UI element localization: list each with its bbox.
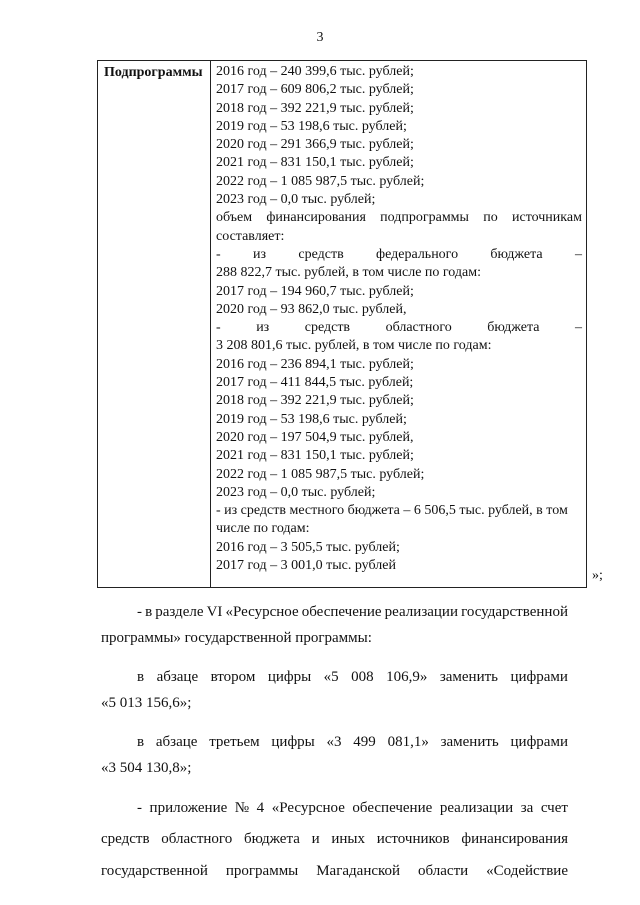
- word: государственной: [461, 604, 568, 620]
- word: из: [256, 320, 270, 336]
- list-line: 2020 год – 93 862,0 тыс. рублей,: [216, 301, 407, 317]
- word: -: [216, 246, 221, 262]
- word: обеспечение: [301, 604, 382, 620]
- word: в: [137, 734, 145, 751]
- word: цифры: [271, 734, 315, 751]
- funding-by-year-list: [216, 63, 582, 209]
- word: финансирования: [266, 210, 366, 226]
- list-line: 2023 год – 0,0 тыс. рублей;: [216, 484, 376, 500]
- list-line: 2016 год – 236 894,1 тыс. рублей;: [216, 356, 414, 372]
- regional-budget-total: 3 208 801,6 тыс. рублей, в том числе по годам:: [216, 338, 492, 354]
- word: обеспечение: [352, 799, 433, 816]
- body-text: [101, 600, 568, 884]
- word: цифрами: [510, 734, 568, 751]
- word: областного: [385, 320, 452, 336]
- paragraph-line: [101, 600, 568, 626]
- word: за: [520, 799, 534, 816]
- word: бюджета: [490, 246, 543, 262]
- word: 4: [256, 799, 265, 816]
- word: иных: [331, 831, 366, 848]
- word: третьем: [209, 734, 260, 751]
- table-label-cell: Подпрограммы: [98, 61, 211, 587]
- paragraph-second-abzac: [101, 665, 568, 716]
- paragraph-line: [101, 730, 568, 756]
- word: разделе: [155, 604, 204, 620]
- list-line: 2019 год – 53 198,6 тыс. рублей;: [216, 118, 407, 134]
- paragraph-line: [101, 665, 568, 691]
- word: подпрограммы: [380, 210, 469, 226]
- paragraph-line: «5 013 156,6»;: [101, 694, 192, 711]
- word: по: [483, 210, 498, 226]
- word: бюджета: [487, 320, 540, 336]
- federal-budget-total: 288 822,7 тыс. рублей, в том числе по годам:: [216, 265, 481, 281]
- word: «Ресурсное: [225, 604, 299, 620]
- word: области: [418, 862, 469, 879]
- word: абзаце: [156, 669, 199, 686]
- word: в: [137, 669, 145, 686]
- paragraph-section-vi: [101, 600, 568, 651]
- paragraph-line: программы» государственной программы:: [101, 629, 372, 646]
- word: заменить: [440, 734, 499, 751]
- word: –: [574, 246, 582, 262]
- word: федерального: [376, 246, 459, 262]
- word: №: [234, 799, 250, 816]
- word: бюджета: [243, 831, 300, 848]
- federal-budget-line: [216, 246, 582, 264]
- local-budget-line: - из средств местного бюджета – 6 506,5 тыс. рублей, в том: [216, 503, 568, 519]
- list-line: 2022 год – 1 085 987,5 тыс. рублей;: [216, 466, 425, 482]
- word: источникам: [511, 210, 582, 226]
- word: 008: [351, 669, 374, 686]
- word: в: [145, 604, 153, 620]
- word: из: [253, 246, 267, 262]
- word: средств: [298, 246, 344, 262]
- word: реализации: [439, 799, 514, 816]
- word: цифрами: [510, 669, 568, 686]
- word: Магаданской: [316, 862, 401, 879]
- volume-line-continued: составляет:: [216, 228, 285, 244]
- word: «Ресурсное: [271, 799, 345, 816]
- word: реализации: [384, 604, 458, 620]
- list-line: 2020 год – 291 366,9 тыс. рублей;: [216, 137, 414, 153]
- word: -: [137, 604, 142, 620]
- federal-budget-years: [216, 283, 582, 320]
- word: втором: [210, 669, 256, 686]
- list-line: 2016 год – 240 399,6 тыс. рублей;: [216, 64, 414, 79]
- list-line: 2017 год – 3 001,0 тыс. рублей: [216, 558, 396, 574]
- word: –: [575, 320, 582, 336]
- word: 499: [353, 734, 376, 751]
- word: «Содействие: [486, 862, 568, 879]
- word: -: [137, 799, 142, 816]
- list-line: 2018 год – 392 221,9 тыс. рублей;: [216, 100, 414, 116]
- page-number: 3: [316, 30, 324, 45]
- word: абзаце: [155, 734, 198, 751]
- list-line: 2017 год – 609 806,2 тыс. рублей;: [216, 82, 414, 98]
- word: «3: [326, 734, 342, 751]
- list-line: 2021 год – 831 150,1 тыс. рублей;: [216, 448, 414, 464]
- word: заменить: [439, 669, 499, 686]
- list-line: 2018 год – 392 221,9 тыс. рублей;: [216, 393, 414, 409]
- word: средств: [101, 831, 150, 848]
- word: финансирования: [461, 831, 568, 848]
- volume-line: [216, 209, 582, 227]
- word: цифры: [267, 669, 312, 686]
- word: программы: [225, 862, 299, 879]
- paragraph-line: [101, 859, 568, 885]
- word: государственной: [101, 862, 208, 879]
- word: объем: [216, 210, 253, 226]
- list-line: 2020 год – 197 504,9 тыс. рублей,: [216, 429, 414, 445]
- program-table: [97, 60, 587, 588]
- paragraph-line: «3 504 130,8»;: [101, 759, 192, 776]
- paragraph-appendix-4: [101, 796, 568, 885]
- paragraph-third-abzac: [101, 730, 568, 781]
- word: областного: [161, 831, 233, 848]
- closing-quote: »;: [592, 568, 603, 583]
- table-content-cell: [216, 63, 582, 575]
- list-line: 2016 год – 3 505,5 тыс. рублей;: [216, 539, 400, 555]
- regional-budget-line: [216, 319, 582, 337]
- word: источников: [376, 831, 450, 848]
- word: и: [311, 831, 320, 848]
- list-line: 2022 год – 1 085 987,5 тыс. рублей;: [216, 173, 425, 189]
- local-budget-line-continued: числе по годам:: [216, 521, 310, 537]
- list-line: 2021 год – 831 150,1 тыс. рублей;: [216, 155, 414, 171]
- word: счет: [540, 799, 568, 816]
- local-budget-years: [216, 539, 582, 576]
- paragraph-line: [101, 796, 568, 822]
- word: приложение: [149, 799, 228, 816]
- regional-budget-years: [216, 356, 582, 502]
- word: «5: [323, 669, 339, 686]
- word: средств: [304, 320, 351, 336]
- word: -: [216, 320, 221, 336]
- list-line: 2017 год – 194 960,7 тыс. рублей;: [216, 283, 414, 299]
- paragraph-line: [101, 827, 568, 853]
- word: 106,9»: [386, 669, 428, 686]
- list-line: 2017 год – 411 844,5 тыс. рублей;: [216, 375, 414, 391]
- word: 081,1»: [387, 734, 429, 751]
- list-line: 2019 год – 53 198,6 тыс. рублей;: [216, 411, 407, 427]
- word: VI: [206, 604, 223, 620]
- list-line: 2023 год – 0,0 тыс. рублей;: [216, 192, 376, 208]
